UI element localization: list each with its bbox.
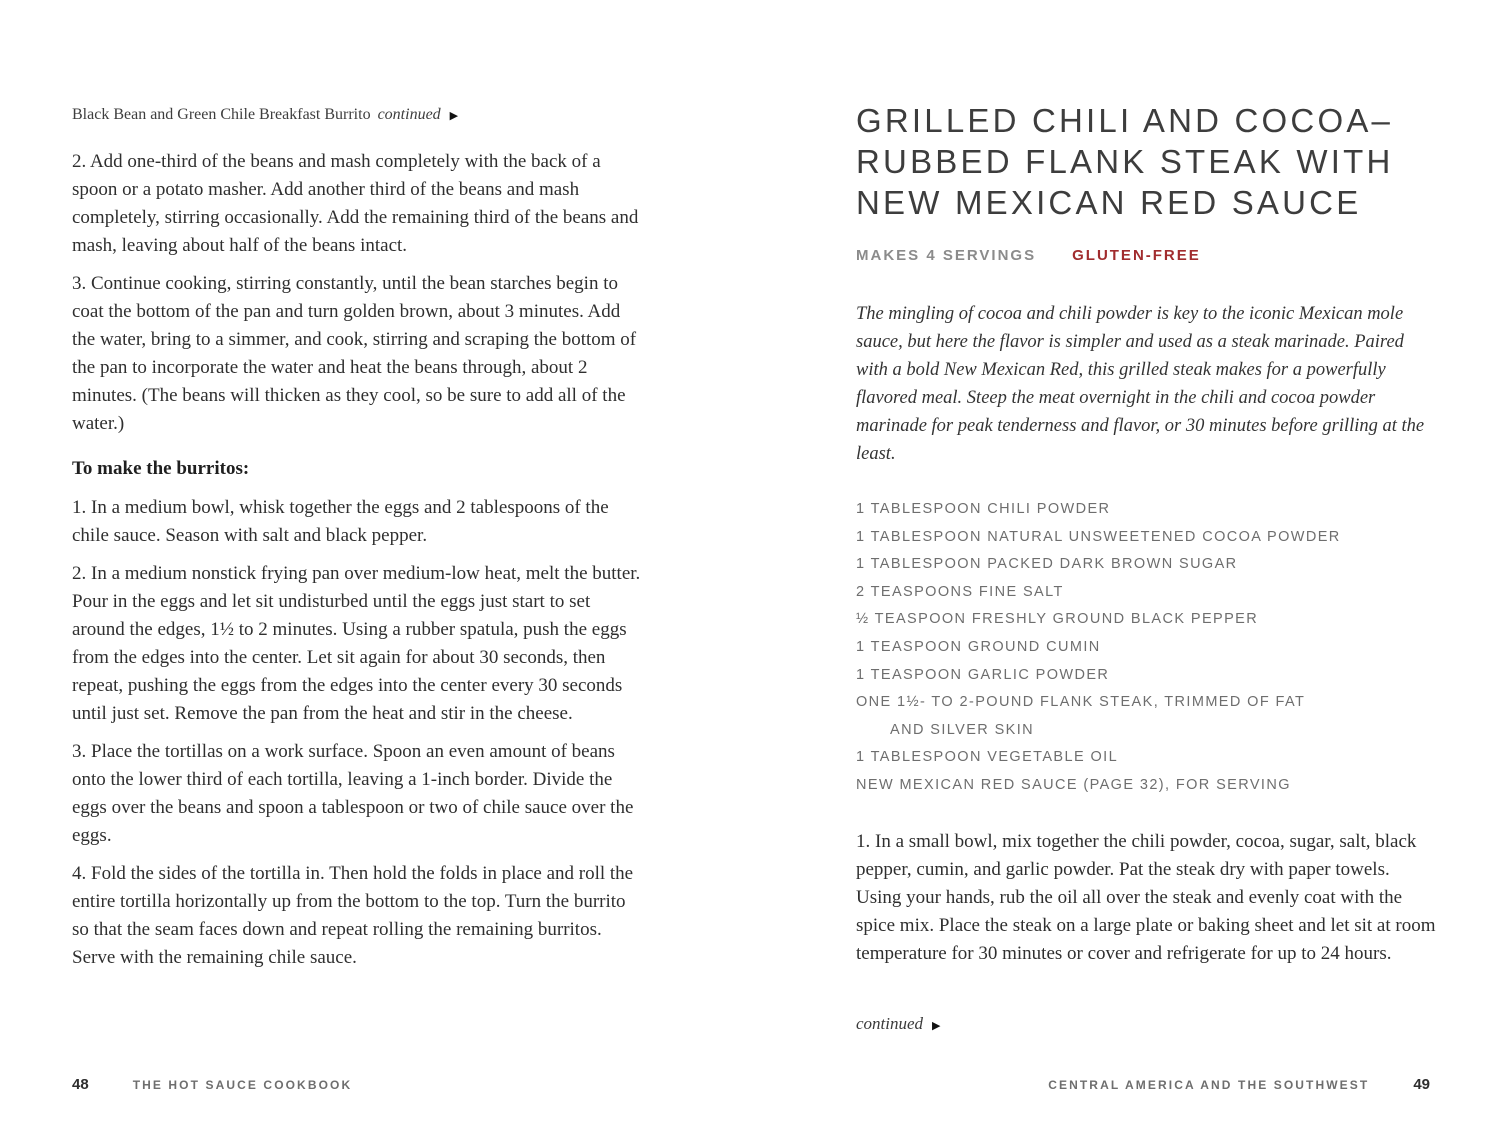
recipe-title-line: GRILLED CHILI AND COCOA– xyxy=(856,102,1394,139)
step-paragraph: 1. In a small bowl, mix together the chili powder, cocoa, sugar, salt, black pepper, cumin, and garlic powder. Pat the steak dry with paper towels. Using your hands, rub the oil all over the steak and evenly coat with the spice mix. Place the steak on a large plate or baking sheet and let sit at room temperature for 30 minutes or cover and refrigerate for up to 24 hours. xyxy=(856,830,1436,964)
left-page-footer xyxy=(72,1076,352,1094)
step-paragraph: 3. Place the tortillas on a work surface. Spoon an even amount of beans onto the lower third of each tortilla, leaving a 1-inch border. Divide the eggs over the beans and spoon a tablespoon or two of chile sauce over the eggs. xyxy=(72,741,634,846)
right-page xyxy=(856,100,1438,1034)
step-paragraph: 2. In a medium nonstick frying pan over medium-low heat, melt the butter. Pour in the eggs and let sit undisturbed until the eggs just start to set around the edges, 1½ to 2 minutes. Using a rubber spatula, push the eggs from the edges into the center. Let sit again for about 30 seconds, then repeat, pushing the eggs from the edges into the center every 30 seconds until just set. Remove the pan from the heat and stir in the cheese. xyxy=(72,563,641,724)
running-header xyxy=(72,106,646,124)
ingredient-line: 1 TABLESPOON NATURAL UNSWEETENED COCOA POWDER xyxy=(856,528,1341,545)
recipe-title-line: NEW MEXICAN RED SAUCE xyxy=(856,184,1362,221)
continued-arrow-icon: ▶ xyxy=(932,1019,941,1032)
recipe-title-line: RUBBED FLANK STEAK WITH xyxy=(856,143,1394,180)
footer-page-number: 48 xyxy=(72,1076,89,1093)
continued-marker xyxy=(856,1014,1438,1034)
ingredient-line: ONE 1½- TO 2-POUND FLANK STEAK, TRIMMED OF FAT xyxy=(856,694,1306,711)
running-header-title: Black Bean and Green Chile Breakfast Burrito xyxy=(72,106,371,123)
right-page-footer xyxy=(1048,1076,1430,1094)
ingredient-line: 1 TABLESPOON VEGETABLE OIL xyxy=(856,749,1119,766)
recipe-meta xyxy=(856,247,1438,264)
footer-page-number: 49 xyxy=(1413,1076,1430,1093)
ingredient-line-continuation: AND SILVER SKIN xyxy=(890,721,1035,738)
diet-badge: GLUTEN-FREE xyxy=(1072,247,1201,264)
ingredient-line: 2 TEASPOONS FINE SALT xyxy=(856,583,1064,600)
footer-section-title: CENTRAL AMERICA AND THE SOUTHWEST xyxy=(1048,1078,1370,1092)
footer-book-title: THE HOT SAUCE COOKBOOK xyxy=(132,1078,353,1092)
ingredient-list xyxy=(856,496,1438,800)
ingredient-line: 1 TABLESPOON CHILI POWDER xyxy=(856,501,1111,517)
ingredient-line: NEW MEXICAN RED SAUCE (PAGE 32), FOR SERVING xyxy=(856,776,1291,793)
step-paragraph: 4. Fold the sides of the tortilla in. Then hold the folds in place and roll the entire tortilla horizontally up from the bottom to the top. Turn the burrito so that the seam faces down and repeat rolling the remaining burritos. Serve with the remaining chile sauce. xyxy=(72,863,634,968)
left-page xyxy=(72,106,646,982)
continued-label: continued xyxy=(377,106,441,123)
recipe-title xyxy=(856,100,1438,223)
step-paragraph: 3. Continue cooking, stirring constantly, until the bean starches begin to coat the bottom of the pan and turn golden brown, about 3 minutes. Add the water, bring to a simmer, and cook, stirring and scraping the bottom of the pan to incorporate the water and heat the beans through, about 2 minutes. (The beans will thicken as they cool, so be sure to add all of the water.) xyxy=(72,273,637,434)
step-paragraph: 2. Add one-third of the beans and mash completely with the back of a spoon or a potato masher. Add another third of the beans and mash completely, stirring occasionally. Add the remaining third of the beans and mash, leaving about half of the beans intact. xyxy=(72,151,639,256)
recipe-intro: The mingling of cocoa and chili powder is key to the iconic Mexican mole sauce, but here the flavor is simpler and used as a steak marinade. Paired with a bold New Mexican Red, this grilled steak makes for a powerfully flavored meal. Steep the meat overnight in the chili and cocoa powder marinade for peak tenderness and flavor, or 30 minutes before grilling at the least. xyxy=(856,304,1425,464)
continued-arrow-icon: ▶ xyxy=(449,110,459,122)
continued-label: continued xyxy=(856,1013,924,1033)
ingredient-line: 1 TEASPOON GARLIC POWDER xyxy=(856,666,1110,683)
section-subheading: To make the burritos: xyxy=(72,458,250,479)
ingredient-line: 1 TABLESPOON PACKED DARK BROWN SUGAR xyxy=(856,556,1238,573)
servings-label: MAKES 4 SERVINGS xyxy=(856,247,1037,264)
ingredient-line: ½ TEASPOON FRESHLY GROUND BLACK PEPPER xyxy=(856,611,1259,628)
ingredient-line: 1 TEASPOON GROUND CUMIN xyxy=(856,638,1101,655)
step-paragraph: 1. In a medium bowl, whisk together the eggs and 2 tablespoons of the chile sauce. Season with salt and black pepper. xyxy=(72,497,609,546)
